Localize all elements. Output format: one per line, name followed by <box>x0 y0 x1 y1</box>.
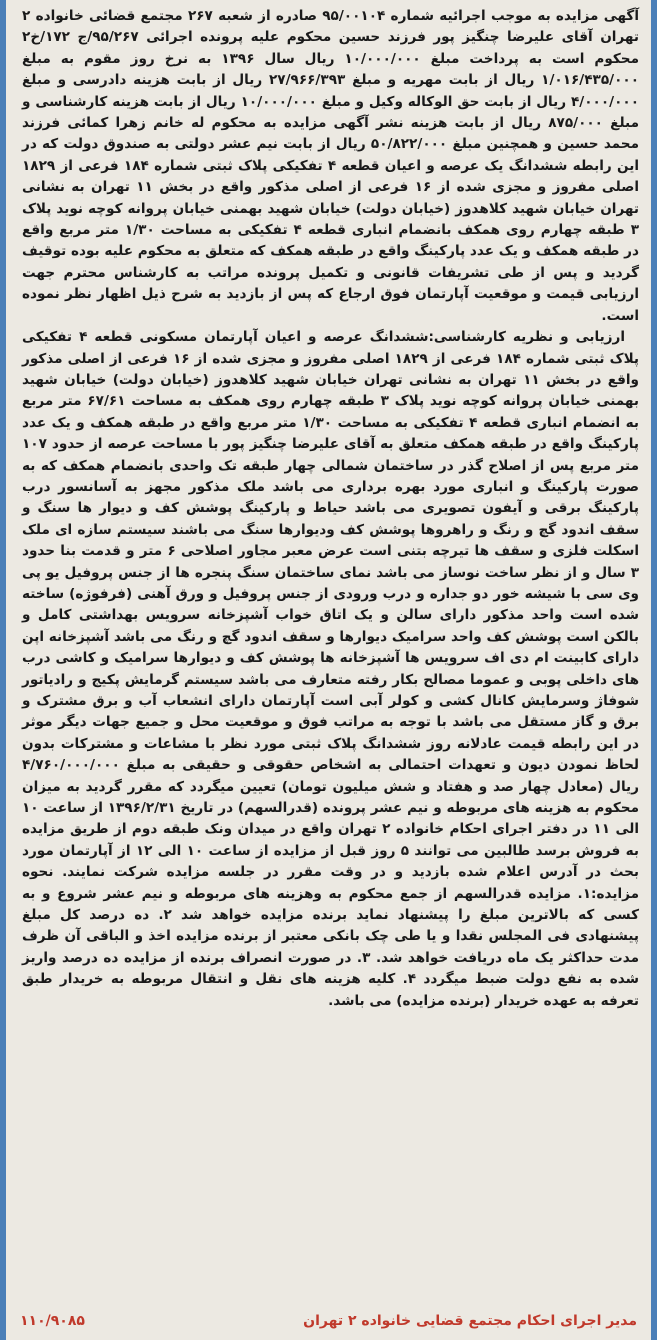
issuer-signature: مدیر اجرای احکام مجتمع قضایی خانواده ۲ تهران <box>303 1313 637 1329</box>
notice-footer <box>20 1308 637 1334</box>
notice-paragraph-intro: آگهی مزایده به موجب اجرائیه شماره ۹۵/۰۰۱۰۴ صادره از شعبه ۲۶۷ مجتمع قضائی خانواده ۲ تهران آقای علیرضا چنگیز پور فرزند حسین محکوم علیه پرونده اجرائی ۹۵/۲۶۷/ج ۱۷۲/خ۲ محکوم است به پرداخت مبلغ ۱۰/۰۰۰/۰۰۰ ریال سال ۱۳۹۶ به نرخ روز مقوم به مبلغ ۱/۰۱۶/۴۳۵/۰۰۰ ریال از بابت مهریه و مبلغ ۲۷/۹۶۶/۳۹۳ ریال از بابت هزینه دادرسی و مبلغ ۴/۰۰۰/۰۰۰ ریال از بابت حق الوکاله وکیل و مبلغ ۱۰/۰۰۰/۰۰۰ ریال از بابت هزینه کارشناسی و مبلغ ۸۷۵/۰۰۰ ریال از بابت هزینه نشر آگهی مزایده به محکوم له خانم زهرا کمائی فرزند محمد حسین و همچنین مبلغ ۵۰/۸۲۲/۰۰۰ ریال از بابت نیم عشر دولتی به صندوق دولت که در این رابطه ششدانگ یک عرصه و اعیان قطعه ۴ تفکیکی پلاک ثبتی شماره ۱۸۴ فرعی از ۱۸۲۹ اصلی مفروز و مجزی شده از ۱۶ فرعی از اصلی مذکور واقع در بخش ۱۱ تهران به نشانی تهران خیابان شهید کلاهدوز (خیابان دولت) خیابان شهید بهمنی خیابان پروانه کوچه نوید پلاک ۳ طبقه چهارم روی همکف بانضمام انباری قطعه ۴ تفکیکی به مساحت ۱/۳۰ متر مربع واقع در طبقه همکف و یک عدد پارکینگ واقع در طبقه همکف که متعلق به محکوم علیه بوده توقیف گردید و پس از طی تشریفات قانونی و تکمیل پرونده مراتب به کارشناس محترم جهت ارزیابی قیمت و موقعیت آپارتمان فوق ارجاع که پس از بازدید به شرح ذیل اظهار نظر نموده است. <box>22 8 640 324</box>
auction-notice <box>22 6 639 1012</box>
notice-paragraph-appraisal: ارزیابی و نظریه کارشناسی:ششدانگ عرصه و اعیان آپارتمان مسکونی قطعه ۴ تفکیکی پلاک ثبتی شماره ۱۸۴ فرعی از ۱۸۲۹ اصلی مفروز و مجزی شده از ۱۶ فرعی از اصلی مذکور واقع در بخش ۱۱ تهران به نشانی تهران خیابان شهید کلاهدوز (خیابان دولت) خیابان شهید بهمنی خیابان پروانه کوچه نوید پلاک ۳ طبقه چهارم روی همکف به مساحت ۶۷/۶۱ متر مربع به انضمام انباری قطعه ۴ تفکیکی به مساحت ۱/۳۰ متر مربع واقع در طبقه همکف و یک عدد پارکینگ واقع در طبقه همکف متعلق به آقای علیرضا چنگیز پور با مساحت عرصه از حدود ۱۰۷ متر مربع پس از اصلاح گذر در ساختمان شمالی چهار طبقه تک واحدی بانضمام همکف که به صورت پارکینگ و انباری مورد بهره برداری می باشد ملک مذکور مجهز به آسانسور درب پارکینگ برقی و آیفون تصویری می باشد حیاط و پارکینگ پوشش کف و دیوار ها سنگ و سقف اندود گچ و رنگ و راهروها پوشش کف ودیوارها سنگ می باشند سیستم سازه ای ملک اسکلت فلزی و سقف ها تیرچه بتنی است عرض معبر مجاور اصلاحی ۶ متر و قدمت بنا حدود ۳ سال و از نظر ساخت نوساز می باشد نمای ساختمان سنگ پنجره ها از جنس پروفیل یو پی وی سی با شیشه خور دو جداره و درب ورودی از جنس پروفیل و ورق آهنی (فرفوژه) ساخته شده است واحد مذکور دارای سالن و یک اتاق خواب آشپزخانه سرویس بهداشتی کامل و بالکن است پوشش کف واحد سرامیک دیوارها و سقف اندود گچ و رنگ می باشد آشپزخانه اپن دارای کابینت ام دی اف سرویس ها آشپزخانه ها پوشش کف و دیوارها سرامیک و کاشی درب های داخلی پوبی و عموما مصالح بکار رفته متعارف می باشد سیستم گرمایش پکیج و رادیاتور شوفاژ وسرمایش کانال کشی و کولر آبی است آپارتمان دارای انشعاب آب و برق مشترک و برق و گاز مستقل می باشد با توجه به مراتب فوق و موقعیت محل و جمیع جهات دیگر موثر در این رابطه قیمت عادلانه روز ششدانگ پلاک ثبتی مورد نظر با مشاعات و مشترکات بدون لحاظ نمودن دیون و تعهدات احتمالی به اشخاص حقوقی و حقیقی به مبلغ ۴/۷۶۰/۰۰۰/۰۰۰ ریال (معادل چهار صد و هفتاد و شش میلیون تومان) تعیین میگردد که مقرر گردید به میزان محکوم به هزینه های مربوطه و نیم عشر پرونده (قدرالسهم) در تاریخ ۱۳۹۶/۲/۳۱ از ساعت ۱۰ الی ۱۱ در دفتر اجرای احکام خانواده ۲ تهران واقع در میدان ونک طبقه دوم از طریق مزایده به فروش برسد طالبین می توانند ۵ روز قبل از مزایده از ساعت ۱۰ الی ۱۲ از آپارتمان مورد بحث در آدرس اعلام شده بازدید و در وقت مقرر در جلسه مزایده شرکت نمایند. نحوه مزایده:۱. مزایده قدرالسهم از جمع محکوم به وهزینه های مربوطه و نیم عشر شروع و به کسی که بالاترین مبلغ را پیشنهاد نماید برنده مزایده خواهد شد ۲. ده درصد کل مبلغ پیشنهادی فی المجلس نقدا و یا طی چک بانکی معتبر از برنده مزایده اخذ و الباقی آن ظرف مدت حداکثر یک ماه دریافت خواهد شد. ۳. در صورت انصراف برنده از مزایده ده درصد واریز شده به نفع دولت ضبط میگردد ۴. کلیه هزینه های نقل و انتقال مربوطه به خریدار طبق تعرفه به عهده خریدار (برنده مزایده) می باشد. <box>22 329 640 1009</box>
notice-code: ۱۱۰/۹۰۸۵ <box>20 1313 85 1329</box>
